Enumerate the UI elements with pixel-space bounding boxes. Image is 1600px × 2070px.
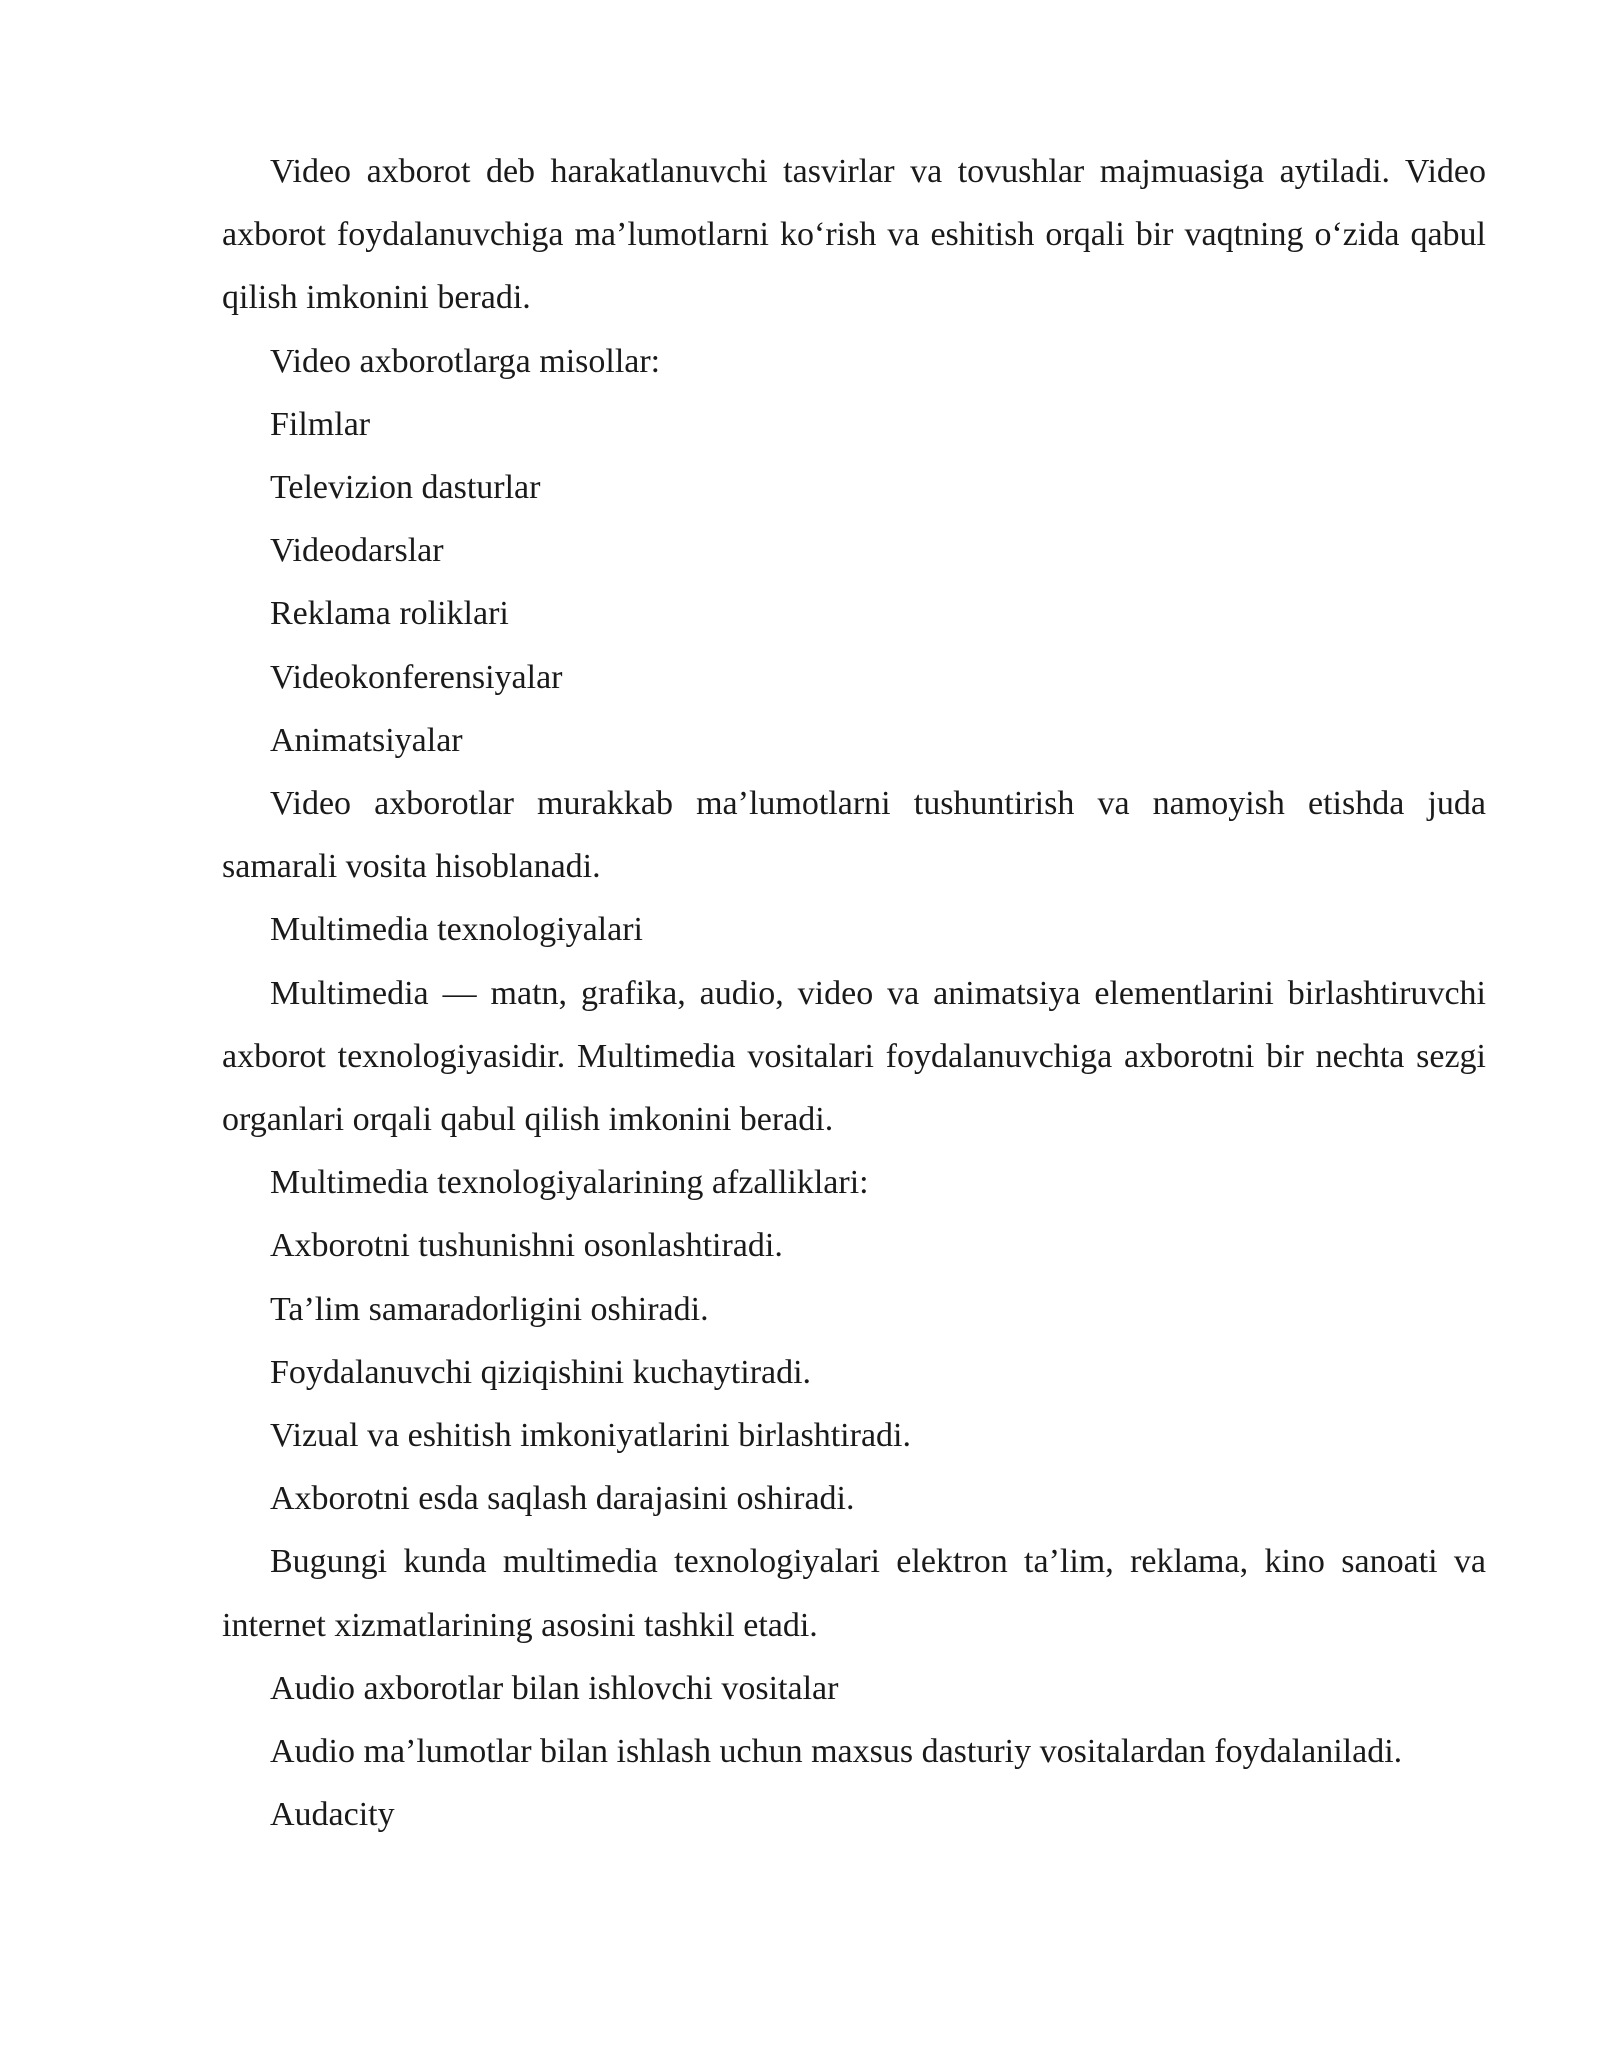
section-heading-multimedia: Multimedia texnologiyalari — [270, 911, 643, 949]
paragraph-multimedia-definition: Multimedia — matn, grafika, audio, video va animatsiya elementlarini birlashtiruvchi axborot texnologiyasidir. Multimedia vositalari foydalanuvchiga axborotni bir nechta sezgi organlari orqali qabul qilish imkonini beradi. — [222, 974, 1486, 1139]
list-item-advantage-5: Axborotni esda saqlash darajasini oshiradi. — [270, 1480, 855, 1518]
list-item-animatsiyalar: Animatsiyalar — [270, 721, 463, 759]
list-item-advantage-3: Foydalanuvchi qiziqishini kuchaytiradi. — [270, 1353, 812, 1391]
paragraph-video-examples-heading: Video axborotlarga misollar: — [270, 342, 661, 380]
list-item-advantage-2: Ta’lim samaradorligini oshiradi. — [270, 1290, 709, 1328]
list-item-videodarslar: Videodarslar — [270, 532, 444, 570]
paragraph-audio-tools-intro: Audio ma’lumotlar bilan ishlash uchun maxsus dasturiy vositalardan foydalaniladi. — [270, 1733, 1403, 1771]
paragraph-video-effectiveness: Video axborotlar murakkab ma’lumotlarni tushuntirish va namoyish etishda juda samarali vosita hisoblanadi. — [222, 785, 1486, 886]
paragraph-multimedia-today: Bugungi kunda multimedia texnologiyalari elektron ta’lim, reklama, kino sanoati va internet xizmatlarining asosini tashkil etadi. — [222, 1543, 1486, 1644]
document-page — [222, 140, 1486, 1846]
list-item-advantage-4: Vizual va eshitish imkoniyatlarini birlashtiradi. — [270, 1417, 911, 1455]
section-heading-audio-tools: Audio axborotlar bilan ishlovchi vositalar — [270, 1669, 839, 1707]
list-item-advantage-1: Axborotni tushunishni osonlashtiradi. — [270, 1227, 783, 1265]
paragraph-video-axborot-definition: Video axborot deb harakatlanuvchi tasvirlar va tovushlar majmuasiga aytiladi. Video axborot foydalanuvchiga ma’lumotlarni ko‘rish va eshitish orqali bir vaqtning o‘zida qabul qilish imkonini beradi. — [222, 153, 1486, 317]
list-item-filmlar: Filmlar — [270, 405, 371, 443]
paragraph-multimedia-advantages-heading: Multimedia texnologiyalarining afzalliklari: — [270, 1164, 869, 1202]
list-item-reklama-roliklari: Reklama roliklari — [270, 595, 509, 633]
list-item-videokonferensiyalar: Videokonferensiyalar — [270, 658, 563, 696]
list-item-televizion-dasturlar: Televizion dasturlar — [270, 469, 541, 507]
list-item-audacity: Audacity — [270, 1796, 395, 1834]
